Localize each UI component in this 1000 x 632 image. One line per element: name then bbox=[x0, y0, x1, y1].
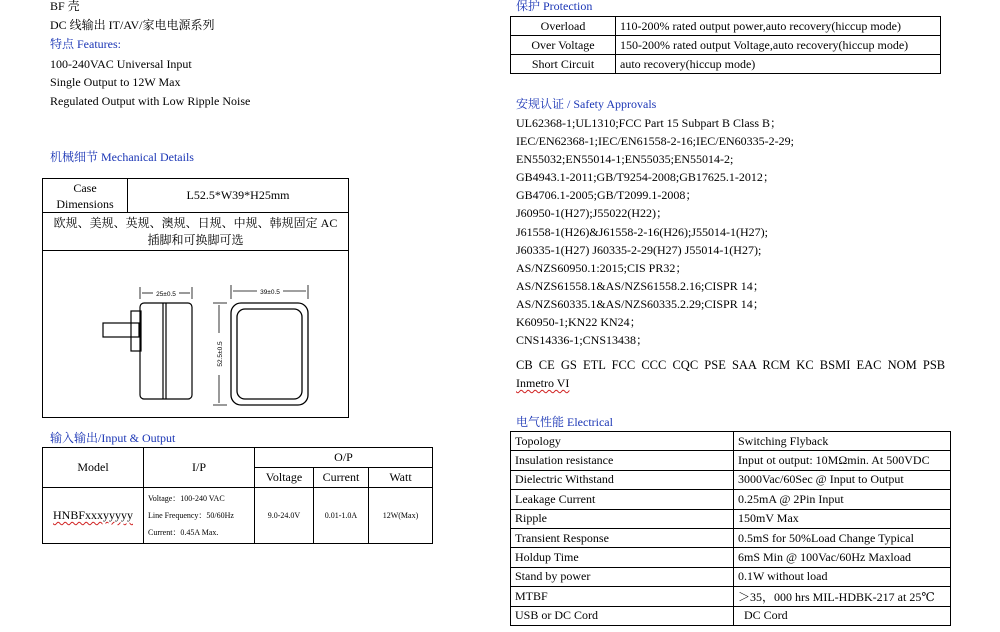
side-view-drawing bbox=[103, 303, 192, 399]
feature-item: Single Output to 12W Max bbox=[50, 75, 181, 89]
electrical-value: Switching Flyback bbox=[734, 432, 951, 451]
electrical-value: 150mV Max bbox=[734, 509, 951, 528]
electrical-key: Transient Response bbox=[511, 528, 734, 547]
cell-ip bbox=[144, 488, 255, 544]
electrical-value: 3000Vac/60Sec @ Input to Output bbox=[734, 470, 951, 489]
safety-item: AS/NZS60335.1&AS/NZS60335.2.29;CISPR 14； bbox=[516, 296, 765, 311]
safety-item: AS/NZS60950.1:2015;CIS PR32； bbox=[516, 260, 688, 275]
header-op: O/P bbox=[255, 448, 433, 468]
protection-table bbox=[510, 16, 941, 74]
cell-watt: 12W(Max) bbox=[369, 488, 433, 544]
header-voltage: Voltage bbox=[255, 468, 314, 488]
certification-marks: CB CE GS ETL FCC CCC CQC PSE SAA RCM KC BSMI EAC NOM PSB bbox=[516, 358, 946, 372]
io-table bbox=[42, 447, 433, 544]
protection-desc: 150-200% rated output Voltage,auto recovery(hiccup mode) bbox=[616, 36, 941, 55]
safety-item: EN55032;EN55014-1;EN55035;EN55014-2; bbox=[516, 152, 734, 167]
header-watt: Watt bbox=[369, 468, 433, 488]
dim-height: 52.5±0.5 bbox=[217, 341, 224, 367]
safety-item: GB4706.1-2005;GB/T2099.1-2008； bbox=[516, 188, 698, 203]
electrical-key: Topology bbox=[511, 432, 734, 451]
electrical-key: MTBF bbox=[511, 587, 734, 606]
mechanical-drawing bbox=[43, 251, 348, 413]
electrical-value: Input ot output: 10MΩmin. At 500VDC bbox=[734, 451, 951, 470]
mechanical-table bbox=[42, 178, 349, 418]
electrical-table bbox=[510, 431, 951, 626]
cell-model bbox=[43, 488, 144, 544]
header-ip: I/P bbox=[144, 448, 255, 488]
plug-options bbox=[43, 213, 349, 251]
safety-item: K60950-1;KN22 KN24； bbox=[516, 315, 642, 330]
model-number: HNBFxxxyyyyy bbox=[52, 508, 133, 522]
safety-item: J60950-1(H27);J55022(H22)； bbox=[516, 206, 668, 221]
safety-item: CNS14336-1;CNS13438； bbox=[516, 333, 649, 348]
electrical-key: Leakage Current bbox=[511, 490, 734, 509]
plug-options-line: 插脚和可换脚可选 bbox=[147, 232, 244, 247]
dim-front-width: 39±0.5 bbox=[260, 289, 280, 296]
case-dimensions-label bbox=[43, 179, 128, 213]
protection-desc: auto recovery(hiccup mode) bbox=[616, 55, 941, 74]
electrical-key: Holdup Time bbox=[511, 548, 734, 567]
feature-item: 100-240VAC Universal Input bbox=[50, 57, 192, 71]
mechanical-heading: 机械细节 Mechanical Details bbox=[50, 150, 194, 164]
electrical-value: 0.1W without load bbox=[734, 567, 951, 586]
plug-options-line: 欧规、美规、英规、澳规、日规、中规、韩规固定 AC bbox=[53, 215, 338, 230]
ip-frequency: Line Frequency：50/60Hz bbox=[148, 511, 234, 520]
case-dimensions-value: L52.5*W39*H25mm bbox=[128, 179, 349, 213]
features-heading: 特点 Features: bbox=[50, 37, 121, 51]
inmetro-mark: Inmetro VI bbox=[516, 376, 570, 390]
electrical-value: DC Cord bbox=[734, 606, 951, 625]
io-heading: 输入输出/Input & Output bbox=[50, 431, 176, 445]
electrical-value: 0.25mA @ 2Pin Input bbox=[734, 490, 951, 509]
protection-heading: 保护 Protection bbox=[516, 0, 593, 13]
safety-item: UL62368-1;UL1310;FCC Part 15 Subpart B Class B； bbox=[516, 116, 783, 130]
electrical-key: Stand by power bbox=[511, 567, 734, 586]
certification-marks-2 bbox=[516, 375, 569, 391]
feature-item: Regulated Output with Low Ripple Noise bbox=[50, 94, 251, 108]
product-series: DC 线输出 IT/AV/家电电源系列 bbox=[50, 18, 215, 32]
safety-item: J60335-1(H27) J60335-2-29(H27) J55014-1(H27); bbox=[516, 242, 762, 257]
product-title: BF 壳 bbox=[50, 0, 80, 13]
safety-item: AS/NZS61558.1&AS/NZS61558.2.16;CISPR 14； bbox=[516, 278, 765, 293]
protection-name: Overload bbox=[511, 17, 616, 36]
cell-voltage: 9.0-24.0V bbox=[255, 488, 314, 544]
protection-name: Over Voltage bbox=[511, 36, 616, 55]
electrical-key: USB or DC Cord bbox=[511, 606, 734, 625]
electrical-value: 6mS Min @ 100Vac/60Hz Maxload bbox=[734, 548, 951, 567]
safety-heading: 安规认证 / Safety Approvals bbox=[516, 97, 657, 111]
electrical-key: Dielectric Withstand bbox=[511, 470, 734, 489]
label-dimensions: Dimensions bbox=[56, 196, 114, 211]
safety-item: GB4943.1-2011;GB/T9254-2008;GB17625.1-2012； bbox=[516, 170, 775, 185]
cell-current: 0.01-1.0A bbox=[314, 488, 369, 544]
safety-list bbox=[516, 114, 794, 349]
header-model: Model bbox=[43, 448, 144, 488]
electrical-key: Insulation resistance bbox=[511, 451, 734, 470]
safety-item: J61558-1(H26)&J61558-2-16(H26);J55014-1(H27); bbox=[516, 224, 768, 239]
electrical-value: 0.5mS for 50%Load Change Typical bbox=[734, 528, 951, 547]
protection-desc: 110-200% rated output power,auto recovery(hiccup mode) bbox=[616, 17, 941, 36]
electrical-key: Ripple bbox=[511, 509, 734, 528]
drawing-cell bbox=[43, 251, 349, 418]
dim-side-width: 25±0.5 bbox=[156, 291, 176, 298]
protection-name: Short Circuit bbox=[511, 55, 616, 74]
label-case: Case bbox=[73, 180, 97, 195]
header-current: Current bbox=[314, 468, 369, 488]
safety-item: IEC/EN62368-1;IEC/EN61558-2-16;IEC/EN60335-2-29; bbox=[516, 134, 794, 149]
ip-current: Current：0.45A Max. bbox=[148, 528, 219, 537]
electrical-value: ＞35，000 hrs MIL-HDBK-217 at 25℃ bbox=[734, 587, 951, 606]
electrical-heading: 电气性能 Electrical bbox=[516, 415, 613, 429]
ip-voltage: Voltage：100-240 VAC bbox=[148, 494, 225, 503]
front-view-drawing bbox=[231, 303, 308, 405]
